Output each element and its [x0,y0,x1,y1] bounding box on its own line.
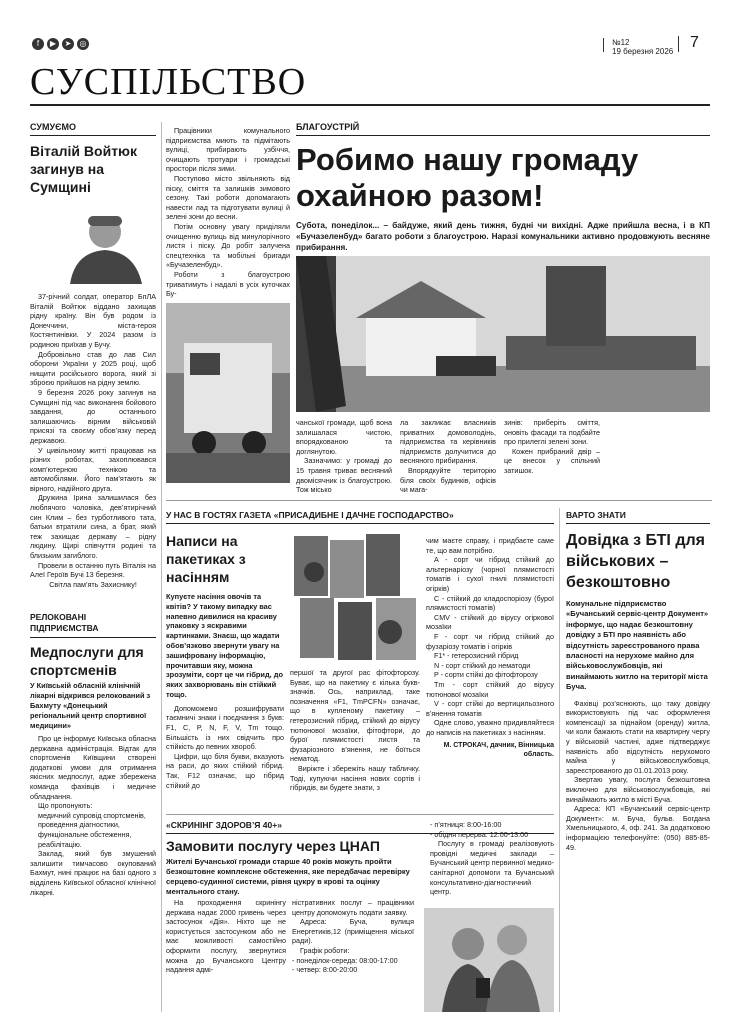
telegram-icon[interactable]: ➤ [62,38,74,50]
medical-lead: У Київській обласній клінічній лікарні відкрився релокований з Бахмуту «Донецький регіональний центр спортивної медицини» [30,681,151,730]
seeds-column-2: першої та другої рас фітофторозу. Буває, що на пакетику є кілька букв-значків. Ось, наприклад, таке позначення «F1, TmPCFN» означає, що в купленому пакетику – гетерозисний гібрид, стійкий до вірусу тютюнової мозаїки, фітофтори, до бурої плямистості листя та фузаріозного в’янення, не боїться нематод. Виріжте і збережіть нашу табличку. Тоді, купуючи насіння нових сортів і гібридів, ви будете знати, з [290,668,420,793]
screening-title: Замовити послугу через ЦНАП [166,838,380,854]
soldier-photo [30,202,156,284]
screening-column-2: ністративних послуг – працівники центру допоможуть подати заявку. Адреса: Буча, вулиця Енергетиків,12 (приміщення міської ради). Графік роботи: - понеділок-середа: 08:00-17:00 - четвер: 8:00-20:00 [292,898,414,975]
medical-text: Про це інформує Київська обласна державна адміністрація. Відтак для спортсменів Київщини створені додаткові умови для отримання якісних медпослуг, адже збережена команда фахівців і медичне обладнання. Що пропонують: медичний супровід спортсменів, проведення діагностики, функціональне обстеження, реабілітацію. Заклад, який був змушений залишити тимчасово окупований Бахмут, нині працює на базі одного з відділень Київської обласної клінічної лікарні. [30,734,156,897]
issue-number: №12 [612,38,630,47]
mourn-kicker: СУМУЄМО [30,122,76,132]
elderly-couple-photo [424,908,554,1012]
mourn-title: Віталій Войтюк загинув на Сумщині [30,143,138,195]
seeds-kicker-wrap [166,510,554,524]
section-title: СУСПІЛЬСТВО [30,61,307,103]
seed-packets-photo [290,532,424,662]
seeds-column-3: чим маєте справу, і придбаєте саме те, що вам потрібно. А - сорт чи гібрид стійкий до альтернаріозу (чорної плямистості томатів і сухої гнилі плямистості огірків) С - стійкий до кладоспоріозу (бурої плямистості томатів) CMV - стійкий до вірусу огіркової мозаїки F - сорт чи гібрид стійкий до фузаріозу томатів і огірків F1* - гетерозисний гібрид N - сорт стійкий до нематоди P - сорти стійкі до фітофторозу Tm - сорт стійкий до вірусу тютюнової мозаїки V - сорт стійкі до вертицильозного в’янення томатів Одне слово, уважно придивляйтеся до написів на пакетиках з насінням. М. СТРОКАЧ, дачник, Вінницька область. [426,536,554,759]
clean-street-photo [296,256,710,412]
clean-column-2: чанської громади, щоб вона залишалася чистою, впорядкованою та доглянутою. Зазначимо: у громаді до 15 травня триває весняний двомісячник із благоустрою. Тож місько [296,418,392,495]
bti-text: Фахівці роз’яснюють, що таку довідку використовують під час оформлення компенсації за піднайом (оренду) житла, чи коли бажають стати на квартирну чергу у військовій частині, адже підтверджує наявність або відсутність нерухомого майна у військовослужбовця, зареєстрованого до 01.01.2013 року. Звертаю увагу, послуга безкоштовна виключно для військовослужбовців, які винаймають житло в місті Буча. Адреса: КП «Бучанський сервіс-центр Документ»: м. Буча, бульв. Богдана Хмельницького, 4, оф. 241. За додатковою інформацією телефонуйте: (050) 885-85-49. [566,698,710,852]
screening-column-1: На проходження скринінгу держава надає 2000 гривень через застосунок «Дія». Ніхто ще не користується застосунком або не має можливості самостійно оформити послугу, звернутися можна до Бучанського Центру надання адмі- [166,898,286,975]
seeds-author: М. СТРОКАЧ, дачник, Вінницька область. [443,742,554,759]
social-icons [32,38,89,50]
clean-kicker: БЛАГОУСТРІЙ [296,122,360,132]
bti-title: Довідка з БТІ для військових – безкоштовно [566,532,705,591]
clean-article [296,122,710,253]
screening-lead: Жителі Бучанської громади старше 40 років можуть пройти безкоштовне комплексне обстеження, яке передбачає перевірку серцево-судинної системи, рівня цукру в крові та оцінку ментального стану. [166,857,410,896]
bti-lead: Комунальне підприємство «Бучанський сервіс-центр Документ» інформує, що надає безкоштовну довідку з БТІ про наявність або відсутність зареєстрованого права власності на нерухоме майно для військовослужбовців, які винаймають житло на території міста Буча. [566,599,709,692]
youtube-icon[interactable]: ▶ [47,38,59,50]
issue-date: 19 березня 2026 [612,47,674,56]
clean-lead: Субота, понеділок... – байдуже, який день тижня, будні чи вихідні. Адже прийшла весна, і в КП «Бучазеленбуд» багато роботи з благоустрою. Наразі комунальники активно продовжують весняне прибирання. [296,221,710,252]
instagram-icon[interactable]: ◎ [77,38,89,50]
screening-column-3: - п’ятниця: 8:00-16:00 - обідня перерва: 12:00-13:00 Послугу в громаді реалізовують провідні медичні заклади – Бучанський центр первинної медико-санітарної допомоги та Бучанський консультативно-діагностичний центр. [430,820,554,897]
medical-title: Медпослуги для спортсменів [30,644,144,678]
bti-article [566,510,710,852]
seeds-title: Написи на пакетиках з насінням [166,533,246,585]
screening-kicker: «СКРИНІНГ ЗДОРОВ’Я 40+» [166,820,282,830]
clean-title: Робимо нашу громаду охайною разом! [296,142,639,213]
mourn-article [30,122,156,589]
clean-column-3: ла закликає власників приватних домоволодінь, підприємства та керівників підприємств долучитися до весняного прибирання. Впорядкуйте територію біля своїх будинків, офісів чи мага- [400,418,496,495]
page-number: 7 [690,34,699,51]
medical-kicker: РЕЛОКОВАНІ ПІДПРИЄМСТВА [30,612,99,633]
facebook-icon[interactable]: f [32,38,44,50]
medical-article [30,612,156,897]
clean-column-4: зинів: приберіть сміття, оновіть фасади та подбайте про прилеглі зелені зони. Кожен прибраний двір – це внесок у спільний затишок. [504,418,600,475]
clean-column-1: Працівники комунального підприємства миють та підмітають вулиці, прибирають узбіччя, очищають тротуари і громадські простори після зими. Поступово місто звільняють від піску, сміття та залишків зимового сезону. Такі роботи допомагають навести лад та підготувати вулиці й зелені зони до весни. Потім основну увагу приділяли очищенню вулиць від минулорічного листя і піску. До робіт залучена спецтехніка та мобільні бригади «Бучазеленбуд». Роботи з благоустрою триватимуть і надалі в усіх куточках Бу- [166,126,290,483]
street-work-photo [166,303,290,483]
mourn-text: 37-річний солдат, оператор БпЛА Віталій Войтюк віддано захищав рідну країну. Він був родом із Донеччини, міста-героя Костянтинівки. У 2024 разом із родиною приїхав у Бучу. Добровільно став до лав Сил оборони України у 2025 році, щоб нищити російського ворога, який зі зброєю прийшов на рідну землю. 9 березня 2026 року загинув на Сумщині під час виконання бойового завдання, до останнього залишаючись вірним військовій присязі та своєму обов’язку перед державою. У цивільному житті працював на різних роботах, захоплювався комп’ютерною технікою та автомобілями. Його пам’ятають як вірного, надійного друга. Дружина Ірина залишилася без люблячого чоловіка, дев’ятирічний син Клим – без турботливого тата, батьки втратили сина, а брат, який теж захищає державу – рідну людину. Щирі співчуття родині та близьким загиблого. Провели в останню путь Віталія на Алеї Героїв Бучі 13 березня. Світла пам’ять Захиснику! [30,292,156,589]
issue-info [612,38,673,56]
bti-kicker: ВАРТО ЗНАТИ [566,510,626,520]
seeds-kicker: У НАС В ГОСТЯХ ГАЗЕТА «ПРИСАДИБНЕ І ДАЧНЕ ГОСПОДАРСТВО» [166,510,454,520]
seeds-lead: Купуєте насіння овочів та квітів? У такому випадку вас напевно дивилися на красиву упаковку з яскравими картинками. Знаєш, що жадати обов’язково звернути увагу на зашифровану інформацію, прочитавши яку, можна зрозуміти, сорт це чи гібрид, до яких захворювань він стійкий тощо. [166,592,283,699]
seeds-left: Написи на пакетиках з насінням Купуєте насіння овочів та квітів? У такому випадку вас напевно дивилися на красиву упаковку з яскравими картинками. Знаєш, що жадати обов’язково звернути увагу на зашифровану інформацію, прочитавши яку, можна зрозуміти, сорт це чи гібрид, до яких захворювань він стійкий тощо. Допоможемо розшифрувати таємничі знаки і поєднання з букв: F1, C, P, N, F, V, Tm тощо. Більшість із них свідчить про стійкість до певних хвороб. Цифри, що біля букви, вказують на раси, до яких стійкий гібрид. Так, F12 означає, що гібрид стійкий до [166,533,284,790]
